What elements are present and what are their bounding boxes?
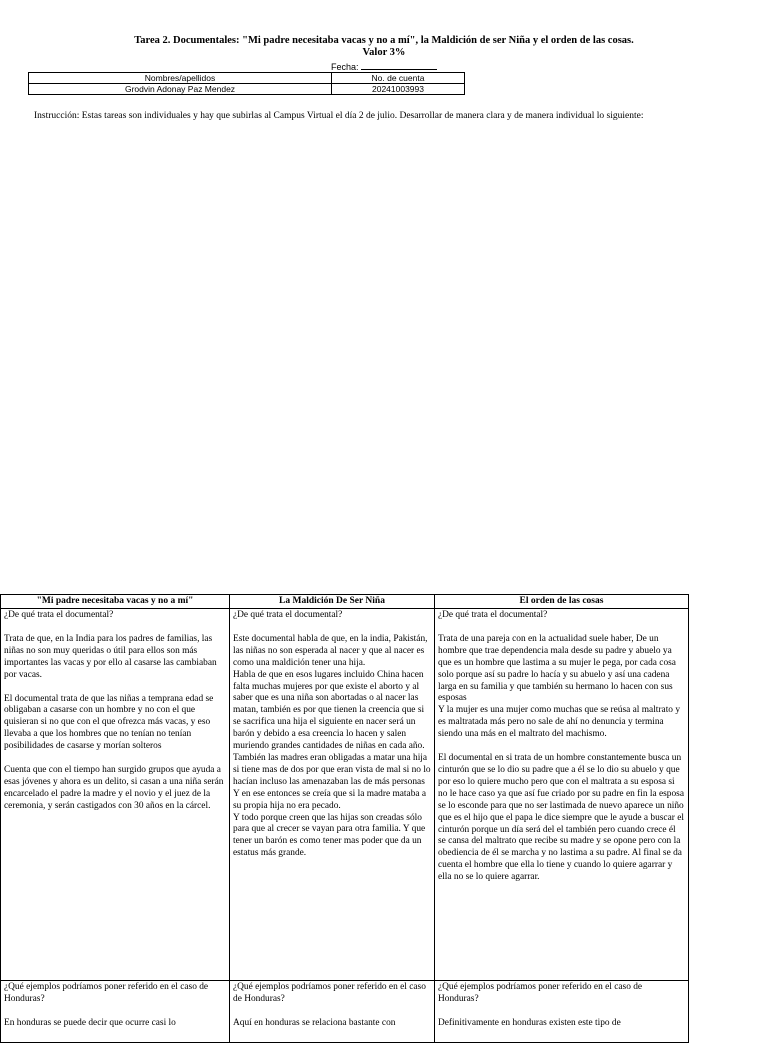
- answer-paragraph: Definitivamente en honduras existen este tipo de: [438, 1017, 621, 1028]
- assignment-title: Tarea 2. Documentales: "Mi padre necesitaba vacas y no a mí", la Maldición de ser Niña y el orden de las cosas.: [134, 35, 634, 46]
- col-3-summary-cell: [435, 609, 689, 981]
- question-1: ¿De qué trata el documental?: [438, 610, 548, 620]
- answer-paragraph: Trata de una pareja con en la actualidad suele haber, De un hombre que trae dependencia mala desde su padre y abuelo ya que es un hombre que lastima a su mujer le pega, por cada cosa solo porque así su padre lo hacía y su abuelo y así una cadena larga en su familia y que también su hermano lo hacen con sus esposas: [438, 633, 676, 704]
- question-2: ¿Qué ejemplos podríamos poner referido en el caso de Honduras?: [438, 982, 643, 1004]
- answer-paragraph: El documental trata de que las niñas a temprana edad se obligaban a casarse con un hombre y no con el que quisieran si no que con el que ofrezca más vacas, y eso llevaba a que los hombres que no tenían no tenían posibilidades de casarse y morían solteros: [4, 693, 214, 752]
- answer-paragraph: También las madres eran obligadas a matar una hija si tiene mas de dos por que eran vista de mal si no lo hacían incluso las amenazaban las de más personas: [233, 752, 431, 787]
- answer-paragraph: El documental en si trata de un hombre constantemente busca un cinturón que se lo dio su padre que a él se lo dio su abuelo y que por eso lo quiere mucho pero que con el maltrata a su esposa si no le hace caso ya que así fue criado por su padre en fin la esposa se lo esconde para que no ser lastimada de nuevo aparece un niño que es el hijo que el papa le dice siempre que le ayude a buscar el cinturón porque un día será del el también pero cuando crece él se cansa del maltrato que recibe su madre y se opone pero con la obediencia de él se marcha y no lastima a su padre. Al final se da cuenta el hombre que ella lo tiene y cuando lo quiere agarrar y ella no se lo quiere agarrar.: [438, 753, 684, 883]
- answer-paragraph: Aquí en honduras se relaciona bastante con: [233, 1017, 396, 1028]
- answer-paragraph: Este documental habla de que, en la india, Pakistán, las niñas no son esperada al nacer y que al nacer es como una maldición tener una hija.: [233, 633, 428, 668]
- col-1-honduras-cell: [1, 981, 230, 1043]
- student-name: Grodvin Adonay Paz Mendez: [29, 84, 332, 95]
- col-3-honduras-cell: [435, 981, 689, 1043]
- assignment-value: Valor 3%: [362, 47, 406, 58]
- answer-paragraph: Habla de que en esos lugares incluido China hacen falta muchas mujeres por que existe el aborto y al saber que es una niña son abortadas o al nacer las matan, también es por que tienen la creencia que si se sacrifica una hija el siguiente en nacer será un barón y debido a esa creencia lo hacen y salen muriendo grandes cantidades de niñas en cada año.: [233, 669, 425, 752]
- answer-paragraph: Trata de que, en la India para los padres de familias, las niñas no son muy queridas o útil para ellos son más importantes las vacas y por ello al casarse las cambiaban por vacas.: [4, 633, 217, 680]
- answer-paragraph: En honduras se puede decir que ocurre casi lo: [4, 1017, 176, 1028]
- col-2-honduras-cell: [230, 981, 435, 1043]
- answer-paragraph: Cuenta que con el tiempo han surgido grupos que ayuda a esas jóvenes y ahora es un delito, si casan a una niña serán encarcelado el padre la madre y el novio y el juez de la ceremonia, y serán castigados con 30 años en la cárcel.: [4, 765, 224, 811]
- question-2: ¿Qué ejemplos podríamos poner referido en el caso de Honduras?: [233, 982, 426, 1004]
- question-1: ¿De qué trata el documental?: [233, 610, 343, 620]
- student-info-table: [28, 72, 465, 95]
- question-1: ¿De qué trata el documental?: [4, 610, 114, 620]
- question-2: ¿Qué ejemplos podríamos poner referido en el caso de Honduras?: [4, 982, 209, 1004]
- documentaries-table: [0, 594, 689, 1043]
- answer-paragraph: Y todo porque creen que las hijas son creadas sólo para que al crecer se vayan para otra familia. Y que tener un barón es como tener mas poder que da un estatus más grande.: [233, 812, 426, 859]
- names-header: Nombres/apellidos: [29, 73, 332, 84]
- date-blank-line: [361, 60, 437, 70]
- header-col-1: "Mi padre necesitaba vacas y no a mí": [1, 595, 230, 609]
- account-header: No. de cuenta: [332, 73, 465, 84]
- answer-paragraph: Y la mujer es una mujer como muchas que se reúsa al maltrato y es maltratada más pero no sale de ahí no denuncia y termina siendo una más en el maltrato del machismo.: [438, 705, 681, 740]
- instruction-text: Instrucción: Estas tareas son individuales y hay que subirlas al Campus Virtual el día 2 de julio. Desarrollar de manera clara y de manera individual lo siguiente:: [34, 111, 644, 121]
- header-col-2: La Maldición De Ser Niña: [230, 595, 435, 609]
- answer-paragraph: Y en ese entonces se creía que si la madre mataba a su propia hija no era pecado.: [233, 788, 427, 811]
- col-1-summary-cell: [1, 609, 230, 981]
- date-label: Fecha:: [331, 62, 359, 72]
- header-col-3: El orden de las cosas: [435, 595, 689, 609]
- col-2-summary-cell: [230, 609, 435, 981]
- account-number: 20241003993: [332, 84, 465, 95]
